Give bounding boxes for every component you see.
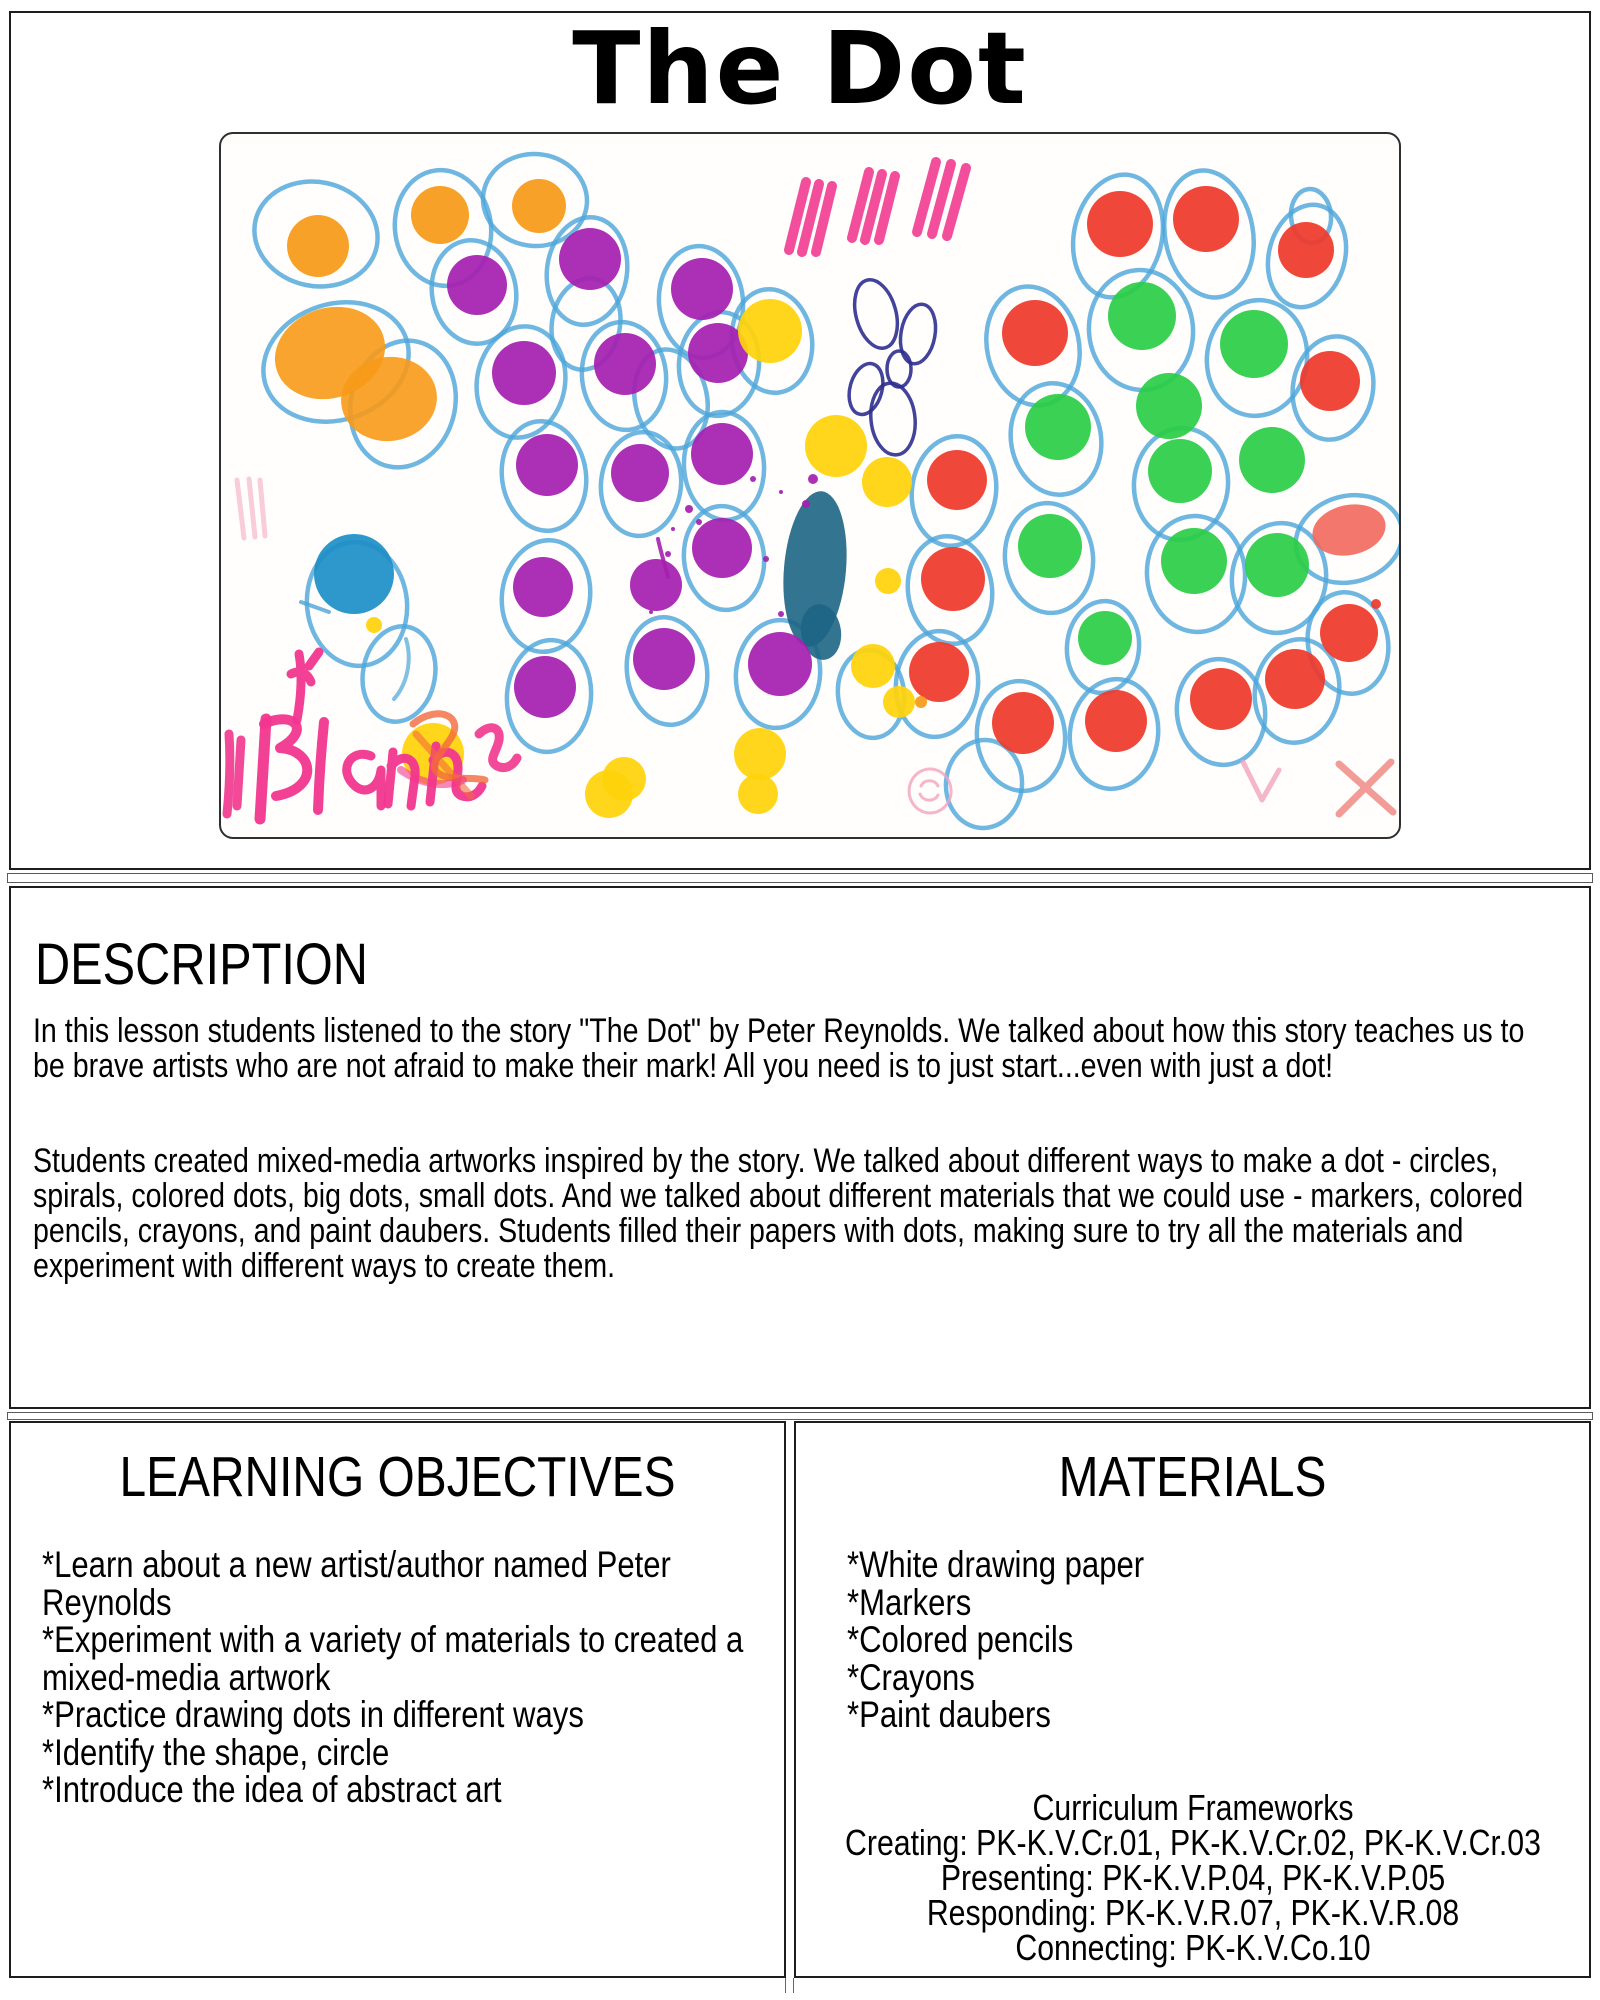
objective-item: *Identify the shape, circle — [42, 1731, 390, 1773]
objectives-heading: LEARNING OBJECTIVES — [119, 1445, 676, 1509]
description-paragraph: Students created mixed-media artworks inspired by the story. We talked about different ways to make a dot - circles, spirals, colored dots, big dots, small dots. And we talked about different materials that we could use - markers, colored pencils, crayons, and paint daubers. Students filled their papers with dots, making sure to try all the materials and experiment with different ways to create them. — [33, 1142, 1524, 1285]
description-heading: DESCRIPTION — [35, 932, 368, 997]
material-item: *Colored pencils — [847, 1619, 1074, 1660]
objective-item: *Learn about a new artist/author named Peter Reynolds — [42, 1544, 671, 1623]
material-item: *Crayons — [847, 1656, 975, 1698]
description-text — [33, 1014, 1542, 1284]
description-paragraph: In this lesson students listened to the story "The Dot" by Peter Reynolds. We talked about how this story teaches us to be brave artists who are not afraid to make their mark! All you need is to just start...even with just a dot! — [33, 1012, 1525, 1085]
section-divider-middle — [7, 1412, 1593, 1420]
objectives-section — [9, 1421, 786, 1978]
materials-heading: MATERIALS — [1058, 1445, 1327, 1509]
materials-list — [847, 1546, 1547, 1734]
framework-line: Presenting: PK-K.V.P.04, PK-K.V.P.05 — [940, 1856, 1446, 1898]
framework-line: Responding: PK-K.V.R.07, PK-K.V.R.08 — [926, 1891, 1460, 1933]
artwork-svg — [221, 134, 1399, 837]
frameworks-lines — [797, 1821, 1590, 1968]
artwork-image — [219, 132, 1401, 839]
frameworks-title: Curriculum Frameworks — [1032, 1786, 1354, 1828]
framework-line: Creating: PK-K.V.Cr.01, PK-K.V.Cr.02, PK-K.V.Cr.03 — [845, 1821, 1541, 1863]
materials-section — [794, 1421, 1591, 1978]
page-title: The Dot — [572, 10, 1028, 127]
description-section — [9, 886, 1591, 1409]
objective-item: *Experiment with a variety of materials to created a mixed-media artwork — [42, 1619, 744, 1698]
header-section — [9, 11, 1591, 870]
framework-line: Connecting: PK-K.V.Co.10 — [1015, 1926, 1371, 1968]
objective-item: *Practice drawing dots in different ways — [42, 1694, 584, 1735]
section-divider-top — [7, 873, 1593, 883]
divider-extension — [785, 1978, 794, 1993]
material-item: *Markers — [847, 1581, 972, 1623]
material-item: *Paint daubers — [847, 1694, 1051, 1735]
objectives-list — [42, 1546, 766, 1809]
objective-item: *Introduce the idea of abstract art — [42, 1769, 502, 1810]
material-item: *White drawing paper — [847, 1544, 1145, 1585]
frameworks-block — [797, 1786, 1590, 1968]
